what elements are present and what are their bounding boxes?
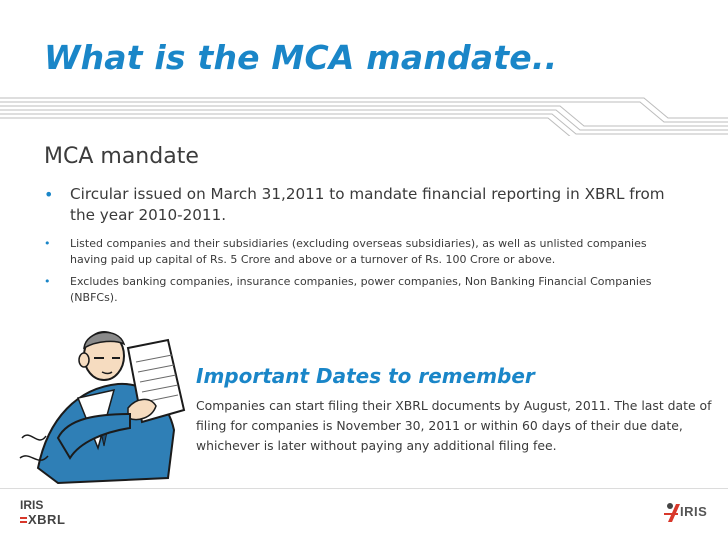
bullet-text: Excludes banking companies, insurance companies, power companies, Non Banking Financial Companies (NBFCs). — [70, 275, 652, 304]
bullet-marker: • — [44, 237, 51, 250]
important-dates-text: Companies can start filing their XBRL documents by August, 2011. The last date of filing for companies is November 30, 2011 or within 60 days of their due date, whichever is later without paying any additional filing fee. — [196, 398, 712, 453]
bullet-item — [44, 236, 680, 268]
iris-logo-text: IRIS — [680, 504, 708, 519]
man-reading-document-clipart — [18, 318, 208, 488]
bullet-item — [44, 184, 680, 226]
logo-line-iris: IRIS — [20, 498, 44, 512]
slide-title: What is the MCA mandate.. — [44, 38, 558, 77]
bullet-marker: • — [44, 275, 51, 288]
section-heading: MCA mandate — [44, 144, 199, 169]
footer-divider — [0, 488, 728, 489]
bullet-item — [44, 274, 680, 306]
bullet-marker: • — [44, 185, 54, 204]
logo-line-xbrl: XBRL — [28, 512, 66, 527]
logo-equal-mark — [20, 517, 27, 523]
iris-xbrl-logo — [18, 498, 78, 532]
header-line-decoration — [0, 92, 728, 136]
bullet-text: Listed companies and their subsidiaries (excluding overseas subsidiaries), as well as unlisted companies having paid up capital of Rs. 5 Crore and above or a turnover of Rs. 100 Crore or above. — [70, 237, 647, 266]
bullet-text: Circular issued on March 31,2011 to mandate financial reporting in XBRL from the year 2010-2011. — [70, 185, 665, 224]
iris-logo — [660, 494, 718, 530]
important-dates-heading: Important Dates to remember — [196, 364, 535, 388]
